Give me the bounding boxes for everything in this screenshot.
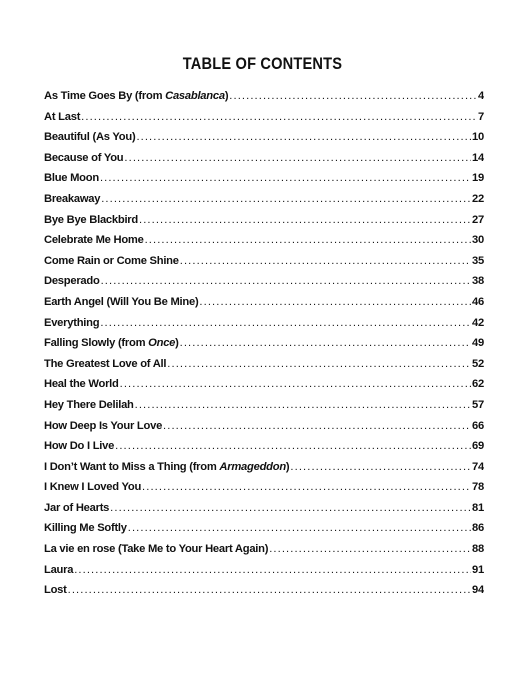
toc-entry-title-suffix: ) bbox=[175, 337, 179, 350]
toc-entry-page-number: 49 bbox=[471, 337, 484, 350]
toc-entry bbox=[44, 539, 484, 560]
dot-leader bbox=[269, 539, 471, 560]
toc-entry bbox=[44, 86, 484, 107]
page-title: TABLE OF CONTENTS bbox=[182, 54, 343, 73]
dot-leader bbox=[290, 457, 471, 478]
toc-entry-title bbox=[44, 395, 134, 416]
toc-entry bbox=[44, 313, 484, 334]
toc-entry-title-text: Bye Bye Blackbird bbox=[44, 213, 138, 226]
toc-entry-page-number: 52 bbox=[471, 357, 484, 370]
toc-entry-page-number: 42 bbox=[471, 316, 484, 329]
dot-leader bbox=[167, 354, 471, 375]
toc-entry bbox=[44, 148, 484, 169]
toc-entry-title bbox=[44, 210, 138, 231]
toc-entry-page-number: 14 bbox=[471, 151, 484, 164]
toc-entry bbox=[44, 210, 484, 231]
toc-entry-title-text: Beautiful (As You) bbox=[44, 131, 136, 144]
dot-leader bbox=[120, 374, 471, 395]
toc-entry-title bbox=[44, 560, 73, 581]
toc-entry-page-number: 88 bbox=[471, 543, 484, 556]
toc-entry-page-number: 35 bbox=[471, 254, 484, 267]
toc-entry-title bbox=[44, 313, 99, 334]
dot-leader bbox=[110, 498, 471, 519]
toc-entry-page-number: 91 bbox=[471, 563, 484, 576]
toc-entry-title-text: How Do I Live bbox=[44, 440, 115, 453]
toc-entry-page-number: 27 bbox=[471, 213, 484, 226]
dot-leader bbox=[145, 230, 471, 251]
dot-leader bbox=[128, 518, 471, 539]
toc-entry-title bbox=[44, 374, 119, 395]
toc-entry-title-text: Blue Moon bbox=[44, 172, 99, 185]
toc-entry bbox=[44, 251, 484, 272]
toc-entry bbox=[44, 457, 484, 478]
dot-leader bbox=[163, 416, 471, 437]
toc-entry-title bbox=[44, 168, 99, 189]
toc-entry-page-number: 81 bbox=[471, 501, 484, 514]
toc-entry-title bbox=[44, 189, 100, 210]
toc-entry-title-text: Celebrate Me Home bbox=[44, 234, 144, 247]
toc-entry-title-text: Come Rain or Come Shine bbox=[44, 254, 179, 267]
toc-entry-page-number: 94 bbox=[471, 584, 484, 597]
toc-entry-title bbox=[44, 436, 114, 457]
toc-entry bbox=[44, 168, 484, 189]
toc-entry-page-number: 46 bbox=[471, 295, 484, 308]
dot-leader bbox=[139, 210, 471, 231]
dot-leader bbox=[135, 395, 471, 416]
toc-entry-page-number: 19 bbox=[471, 172, 484, 185]
dot-leader bbox=[100, 168, 471, 189]
toc-entry-title-text: Because of You bbox=[44, 151, 124, 164]
toc-entry bbox=[44, 127, 484, 148]
toc-entry-title-text: Hey There Delilah bbox=[44, 398, 134, 411]
toc-entry-title-text: Killing Me Softly bbox=[44, 522, 127, 535]
toc-entry-title bbox=[44, 354, 166, 375]
toc-entry-title-text: Desperado bbox=[44, 275, 100, 288]
dot-leader bbox=[100, 313, 471, 334]
toc-entry-page-number: 62 bbox=[471, 378, 484, 391]
toc-entry-title-suffix: ) bbox=[224, 90, 229, 102]
dot-leader bbox=[68, 580, 471, 601]
toc-entry-title bbox=[44, 251, 179, 272]
toc-entry-title-text: Laura bbox=[44, 563, 74, 576]
toc-entry-title-text: Heal the World bbox=[44, 378, 119, 391]
toc-entry-title-text: At Last bbox=[44, 110, 81, 123]
toc-entry-title bbox=[44, 580, 67, 601]
toc-entry-page-number: 66 bbox=[471, 419, 484, 432]
toc-entry-page-number: 57 bbox=[471, 398, 484, 411]
dot-leader bbox=[180, 333, 471, 354]
toc-entry bbox=[44, 271, 484, 292]
toc-entry-title-text: Lost bbox=[44, 584, 67, 597]
toc-entry-title bbox=[44, 333, 179, 354]
toc-entry-title-text: Breakaway bbox=[44, 192, 101, 205]
toc-entry-title-text: I Knew I Loved You bbox=[44, 481, 142, 494]
toc-entry-title bbox=[44, 498, 109, 519]
toc-list bbox=[44, 86, 484, 601]
toc-entry-page-number: 38 bbox=[471, 275, 484, 288]
toc-entry-page-number: 7 bbox=[477, 110, 484, 123]
toc-entry-page-number: 10 bbox=[471, 131, 484, 144]
toc-entry bbox=[44, 374, 484, 395]
dot-leader bbox=[136, 127, 471, 148]
toc-entry-title-text: Everything bbox=[44, 316, 100, 329]
dot-leader bbox=[229, 86, 477, 107]
dot-leader bbox=[180, 251, 471, 272]
toc-entry bbox=[44, 498, 484, 519]
toc-entry bbox=[44, 518, 484, 539]
toc-entry bbox=[44, 189, 484, 210]
dot-leader bbox=[199, 292, 471, 313]
dot-leader bbox=[101, 189, 471, 210]
toc-entry-page-number: 4 bbox=[477, 90, 484, 102]
toc-entry-title bbox=[44, 230, 144, 251]
toc-entry-title-text: I Don’t Want to Miss a Thing (from bbox=[44, 460, 220, 473]
toc-entry-title-text: The Greatest Love of All bbox=[44, 357, 167, 370]
toc-entry-title bbox=[44, 127, 135, 148]
toc-entry bbox=[44, 580, 484, 601]
toc-entry-title-text: Earth Angel (Will You Be Mine) bbox=[44, 295, 199, 308]
toc-entry bbox=[44, 354, 484, 375]
toc-entry-page-number: 78 bbox=[471, 481, 484, 494]
dot-leader bbox=[101, 271, 471, 292]
toc-entry-page-number: 22 bbox=[471, 192, 484, 205]
dot-leader bbox=[142, 477, 471, 498]
toc-entry-title-italic: Casablanca bbox=[165, 90, 225, 102]
toc-entry-page-number: 74 bbox=[471, 460, 484, 473]
toc-entry-title bbox=[44, 107, 80, 128]
toc-entry bbox=[44, 477, 484, 498]
dot-leader bbox=[124, 148, 471, 169]
toc-entry-title-suffix: ) bbox=[285, 460, 290, 473]
toc-entry-title-text: Jar of Hearts bbox=[44, 501, 110, 514]
toc-entry-title-text: Falling Slowly (from bbox=[44, 337, 149, 350]
toc-entry-title bbox=[44, 477, 141, 498]
toc-entry bbox=[44, 416, 484, 437]
toc-entry bbox=[44, 560, 484, 581]
dot-leader bbox=[74, 560, 471, 581]
toc-entry-title bbox=[44, 457, 289, 478]
toc-entry-page-number: 69 bbox=[471, 440, 484, 453]
toc-entry-title-italic: Armageddon bbox=[219, 460, 286, 473]
toc-entry-title-text: La vie en rose (Take Me to Your Heart Again) bbox=[44, 543, 269, 556]
toc-entry-title bbox=[44, 416, 162, 437]
toc-entry-title bbox=[44, 148, 123, 169]
toc-entry-title bbox=[44, 539, 268, 560]
toc-entry-title-italic: Once bbox=[148, 337, 176, 350]
dot-leader bbox=[115, 436, 471, 457]
toc-entry bbox=[44, 395, 484, 416]
toc-entry bbox=[44, 333, 484, 354]
toc-entry-title-text: As Time Goes By (from bbox=[44, 90, 166, 102]
toc-entry-title bbox=[44, 518, 127, 539]
toc-entry-title bbox=[44, 86, 228, 107]
toc-entry-title bbox=[44, 292, 198, 313]
toc-entry-page-number: 86 bbox=[471, 522, 484, 535]
toc-entry bbox=[44, 436, 484, 457]
toc-entry bbox=[44, 230, 484, 251]
toc-entry bbox=[44, 107, 484, 128]
toc-entry-title-text: How Deep Is Your Love bbox=[44, 419, 163, 432]
dot-leader bbox=[81, 107, 477, 128]
toc-entry-title bbox=[44, 271, 100, 292]
toc-entry bbox=[44, 292, 484, 313]
toc-entry-page-number: 30 bbox=[471, 234, 484, 247]
